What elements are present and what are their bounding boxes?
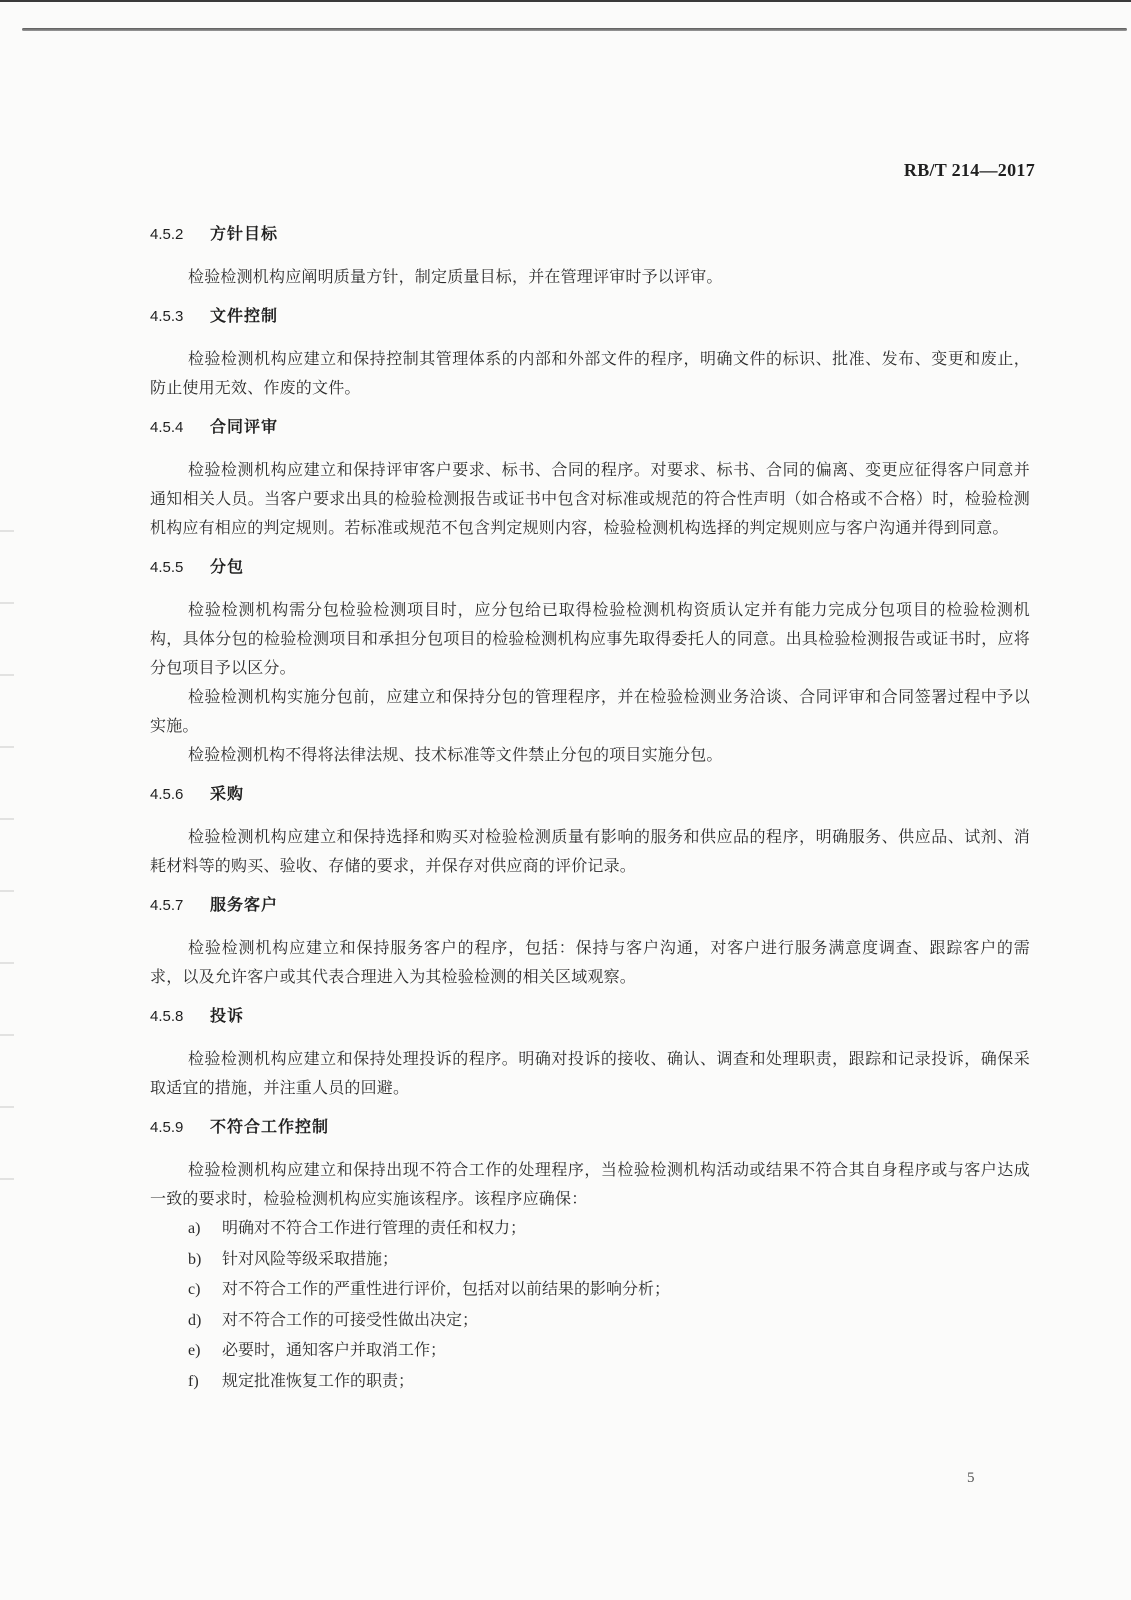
section-heading: [150, 555, 1030, 579]
page-number: 5: [967, 1470, 975, 1486]
section-paragraph: 检验检测机构应建立和保持控制其管理体系的内部和外部文件的程序，明确文件的标识、批准、发布、变更和废止，防止使用无效、作废的文件。: [150, 349, 1030, 397]
header-rule: [22, 28, 1127, 31]
section-heading: [150, 782, 1030, 806]
section-4-5-3: [150, 304, 1030, 402]
section-heading: [150, 1115, 1030, 1139]
section-title: 服务客户: [210, 895, 279, 914]
section-paragraph: 检验检测机构不得将法律法规、技术标准等文件禁止分包的项目实施分包。: [188, 745, 723, 764]
list-text: 规定批准恢复工作的职责；: [222, 1370, 415, 1390]
section-4-5-5: [150, 555, 1030, 769]
list-letter: e): [188, 1342, 201, 1359]
section-heading: [150, 893, 1030, 917]
section-title: 文件控制: [210, 306, 279, 325]
section-4-5-9: [150, 1115, 1030, 1396]
section-title: 采购: [210, 784, 245, 803]
list-letter: c): [188, 1281, 201, 1298]
section-4-5-6: [150, 782, 1030, 880]
list-item: [150, 1366, 1030, 1397]
section-heading: [150, 1004, 1030, 1028]
section-title: 方针目标: [210, 224, 279, 243]
list-letter: a): [188, 1220, 201, 1237]
section-heading: [150, 304, 1030, 328]
section-heading: [150, 415, 1030, 439]
list-text: 必要时，通知客户并取消工作；: [222, 1340, 447, 1359]
document-body: [150, 222, 1030, 1409]
list-item: [150, 1305, 1030, 1336]
list-letter: d): [188, 1311, 202, 1329]
section-number: 4.5.4: [150, 419, 184, 436]
list-text: 针对风险等级采取措施；: [222, 1248, 399, 1268]
section-4-5-7: [150, 893, 1030, 991]
requirement-list: [150, 1213, 1030, 1396]
list-item: [150, 1213, 1030, 1244]
standard-code: RB/T 214—2017: [903, 160, 1035, 180]
section-title: 投诉: [210, 1006, 245, 1025]
list-letter: f): [188, 1372, 199, 1390]
list-item: [150, 1244, 1030, 1275]
section-title: 不符合工作控制: [210, 1117, 330, 1136]
section-paragraph: 检验检测机构应建立和保持选择和购买对检验检测质量有影响的服务和供应品的程序，明确服务、供应品、试剂、消耗材料等的购买、验收、存储的要求，并保存对供应商的评价记录。: [150, 827, 1030, 875]
list-text: 对不符合工作的可接受性做出决定；: [222, 1309, 479, 1329]
list-text: 对不符合工作的严重性进行评价，包括对以前结果的影响分析；: [222, 1279, 671, 1298]
section-paragraph: 检验检测机构应建立和保持评审客户要求、标书、合同的程序。对要求、标书、合同的偏离、变更应征得客户同意并通知相关人员。当客户要求出具的检验检测报告或证书中包含对标准或规范的符合性声明（如合格或不合格）时，检验检测机构应有相应的判定规则。若标准或规范不包含判定规则内容，检验检测机构选择的判定规则应与客户沟通并得到同意。: [150, 460, 1030, 537]
list-item: [150, 1274, 1030, 1305]
section-4-5-4: [150, 415, 1030, 542]
section-heading: [150, 222, 1030, 246]
section-paragraph: 检验检测机构应建立和保持服务客户的程序，包括：保持与客户沟通，对客户进行服务满意度调查、跟踪客户的需求，以及允许客户或其代表合理进入为其检验检测的相关区域观察。: [150, 938, 1030, 986]
section-paragraph: 检验检测机构应建立和保持处理投诉的程序。明确对投诉的接收、确认、调查和处理职责，跟踪和记录投诉，确保采取适宜的措施，并注重人员的回避。: [150, 1049, 1030, 1097]
section-4-5-8: [150, 1004, 1030, 1102]
section-number: 4.5.9: [150, 1119, 184, 1136]
section-paragraph: 检验检测机构实施分包前，应建立和保持分包的管理程序，并在检验检测业务洽谈、合同评审和合同签署过程中予以实施。: [150, 687, 1030, 735]
list-text: 明确对不符合工作进行管理的责任和权力；: [222, 1218, 527, 1237]
section-number: 4.5.5: [150, 559, 184, 576]
section-number: 4.5.6: [150, 786, 184, 803]
section-paragraph: 检验检测机构应阐明质量方针，制定质量目标，并在管理评审时予以评审。: [188, 267, 723, 286]
section-paragraph: 检验检测机构应建立和保持出现不符合工作的处理程序，当检验检测机构活动或结果不符合其自身程序或与客户达成一致的要求时，检验检测机构应实施该程序。该程序应确保：: [150, 1160, 1030, 1208]
section-number: 4.5.8: [150, 1008, 184, 1025]
section-number: 4.5.7: [150, 897, 184, 914]
scan-top-edge: [0, 0, 1131, 2]
section-paragraph: 检验检测机构需分包检验检测项目时，应分包给已取得检验检测机构资质认定并有能力完成分包项目的检验检测机构，具体分包的检验检测项目和承担分包项目的检验检测机构应事先取得委托人的同意。出具检验检测报告或证书时，应将分包项目予以区分。: [150, 600, 1030, 677]
list-item: [150, 1335, 1030, 1366]
section-title: 分包: [210, 557, 245, 576]
section-4-5-2: [150, 222, 1030, 291]
binding-marks: [0, 460, 14, 1220]
section-number: 4.5.2: [150, 226, 184, 243]
section-number: 4.5.3: [150, 308, 184, 325]
section-title: 合同评审: [210, 417, 279, 436]
list-letter: b): [188, 1250, 202, 1268]
